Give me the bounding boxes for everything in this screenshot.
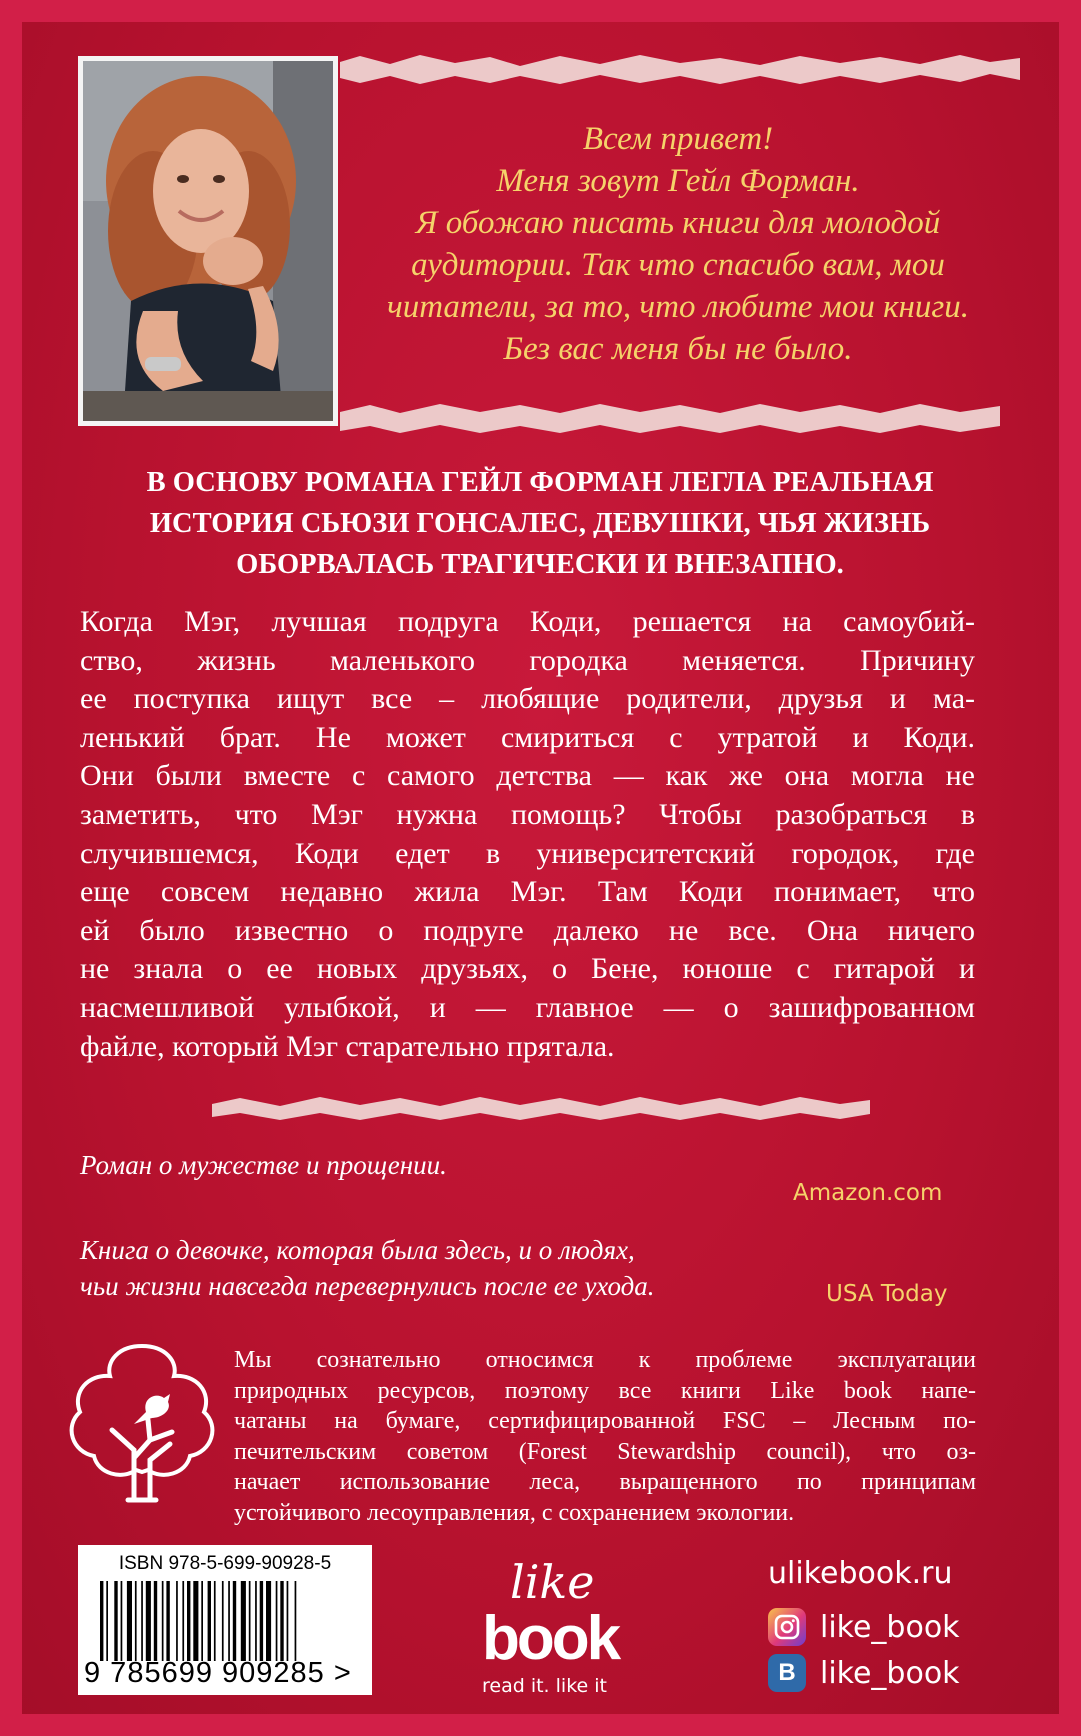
divider-banner <box>212 1097 870 1120</box>
barcode-digits: 9 785699 909285 > <box>84 1657 352 1689</box>
headline <box>60 462 1020 585</box>
logo-word: book <box>482 1604 619 1673</box>
synopsis-line: насмешливой улыбкой, и — главное — о зашифрованном <box>80 990 975 1024</box>
author-quote <box>338 118 1018 370</box>
fsc-line: Мы сознательно относимся к проблеме эксплуатации <box>234 1347 976 1373</box>
review-quote-1: Роман о мужестве и прощении. <box>80 1150 447 1180</box>
synopsis-line: файле, который Мэг старательно прятала. <box>80 1029 615 1063</box>
review-quote-2-line-1: Книга о девочке, которая была здесь, и о людях, <box>80 1235 635 1265</box>
synopsis-line: ее поступка ищут все – любящие родители, друзья и ма- <box>80 682 975 716</box>
fsc-line: чатаны на бумаге, сертифицированной FSC – Лесным по- <box>234 1408 976 1434</box>
synopsis-line: ленький брат. Не может смириться с утратой и Коди. <box>80 720 975 754</box>
fsc-line: печительским советом (Forest Stewardship council), что оз- <box>234 1438 976 1465</box>
isbn-label: ISBN 978-5-699-90928-5 <box>118 1553 332 1574</box>
logo-tagline: read it. like it <box>482 1675 607 1697</box>
fsc-note <box>234 1345 976 1528</box>
barcode <box>78 1545 372 1695</box>
tree-with-bird-icon <box>62 1340 222 1510</box>
quote-line: Я обожаю писать книги для молодой <box>415 205 941 241</box>
vk-icon-letter: B <box>778 1659 796 1686</box>
quote-line: аудитории. Так что спасибо вам, мои <box>411 247 945 283</box>
vk-handle: like_book <box>820 1655 960 1691</box>
review-source-1: Amazon.com <box>793 1180 943 1206</box>
synopsis-line: заметить, что Мэг нужна помощь? Чтобы разобраться в <box>80 797 975 831</box>
review-quote-2-line-2: чьи жизни навсегда перевернулись после ее ухода. <box>80 1271 655 1301</box>
barcode-bars <box>100 1581 350 1661</box>
quote-line: Без вас меня бы не было. <box>503 331 853 367</box>
instagram-handle: like_book <box>820 1609 960 1645</box>
quote-line: читатели, за то, что любите мои книги. <box>386 289 970 325</box>
headline-line: ОБОРВАЛАСЬ ТРАГИЧЕСКИ И ВНЕЗАПНО. <box>236 549 844 580</box>
quote-line: Всем привет! <box>582 121 774 157</box>
synopsis <box>80 603 975 1066</box>
vk-icon <box>768 1654 806 1692</box>
fsc-line: начает использование леса, выращенного по принципам <box>234 1469 976 1495</box>
synopsis-line: еще совсем недавно жила Мэг. Там Коди понимает, что <box>80 875 975 909</box>
synopsis-line: ей было известно о подруге далеко не все. Она ничего <box>80 913 975 947</box>
vk-link[interactable] <box>768 1653 960 1693</box>
review-source-2: USA Today <box>826 1281 948 1307</box>
website-link[interactable]: ulikebook.ru <box>768 1556 953 1591</box>
synopsis-line: Когда Мэг, лучшая подруга Коди, решается на самоубий- <box>80 605 975 638</box>
author-quote-box <box>338 56 1018 426</box>
instagram-link[interactable] <box>768 1607 960 1647</box>
logo-script: like <box>510 1555 595 1609</box>
instagram-icon <box>768 1608 806 1646</box>
synopsis-line: ство, жизнь маленького городка меняется. Причину <box>80 643 975 677</box>
fsc-line: природных ресурсов, поэтому все книги Like book напе- <box>234 1377 976 1404</box>
author-photo <box>78 56 338 426</box>
synopsis-line: Они были вместе с самого детства — как же она могла не <box>80 759 975 793</box>
fsc-line: устойчивого лесоуправления, с сохранением экологии. <box>234 1499 795 1526</box>
quote-line: Меня зовут Гейл Форман. <box>496 163 860 199</box>
headline-line: ИСТОРИЯ СЬЮЗИ ГОНСАЛЕС, ДЕВУШКИ, ЧЬЯ ЖИЗНЬ <box>149 508 931 539</box>
synopsis-line: случившемся, Коди едет в университетский городок, где <box>80 836 975 870</box>
publisher-logo <box>470 1555 650 1705</box>
synopsis-line: не знала о ее новых друзьях, о Бене, юноше с гитарой и <box>80 952 975 986</box>
headline-line: В ОСНОВУ РОМАНА ГЕЙЛ ФОРМАН ЛЕГЛА РЕАЛЬНАЯ <box>146 467 934 498</box>
